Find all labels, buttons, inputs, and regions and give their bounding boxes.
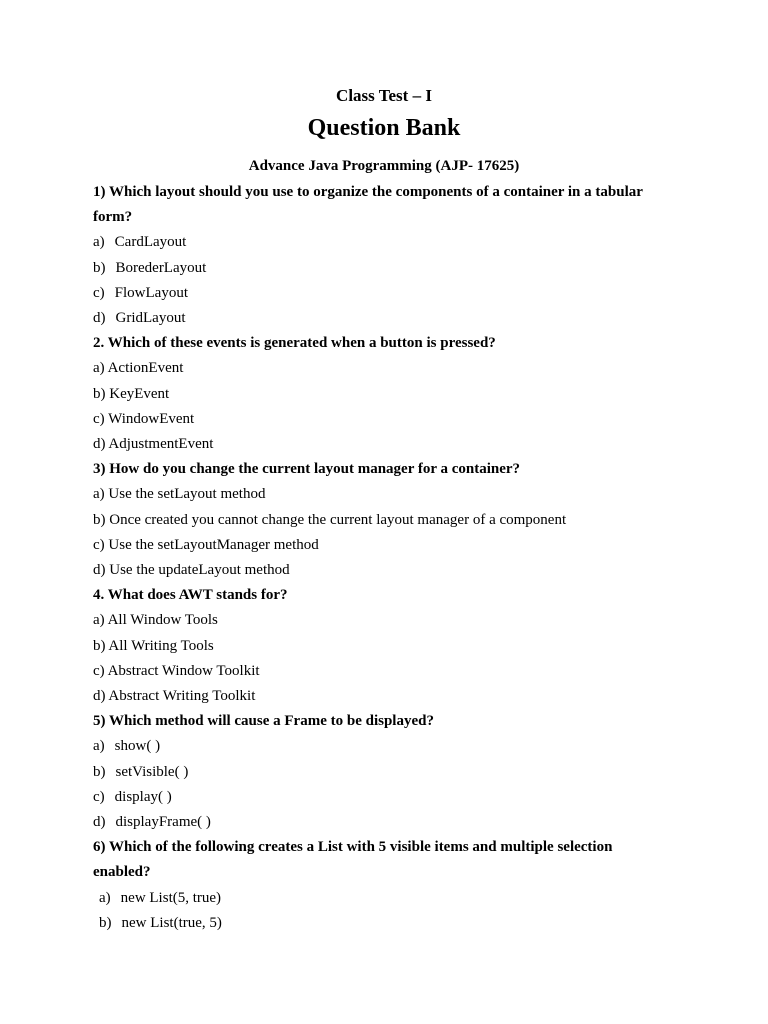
question-text: 3) How do you change the current layout manager for a container? xyxy=(93,461,521,477)
answer-option: d) Abstract Writing Toolkit xyxy=(93,688,256,704)
option-text: setVisible( ) xyxy=(115,764,189,780)
option-text: displayFrame( ) xyxy=(115,814,211,830)
option-label: b) xyxy=(93,764,106,780)
option-text: display( ) xyxy=(114,789,172,805)
answer-option xyxy=(93,763,188,781)
option-text: new List(true, 5) xyxy=(121,915,222,931)
option-label: b) xyxy=(99,915,112,931)
option-label: a) xyxy=(93,234,105,250)
option-label: b) xyxy=(93,260,106,276)
answer-option xyxy=(93,788,172,806)
option-label: c) xyxy=(93,285,105,301)
answer-option: c) Use the setLayoutManager method xyxy=(93,537,319,553)
answer-option xyxy=(99,889,221,907)
option-text: new List(5, true) xyxy=(120,890,222,906)
option-label: d) xyxy=(93,310,106,326)
answer-option: b) KeyEvent xyxy=(93,386,170,402)
answer-option: a) ActionEvent xyxy=(93,360,184,376)
answer-option xyxy=(93,284,188,302)
question-text: 5) Which method will cause a Frame to be displayed? xyxy=(93,713,434,729)
answer-option xyxy=(93,813,211,831)
answer-option: c) Abstract Window Toolkit xyxy=(93,663,260,679)
question-text: 2. Which of these events is generated when a button is pressed? xyxy=(93,335,496,351)
answer-option: a) All Window Tools xyxy=(93,612,218,628)
question-text: 1) Which layout should you use to organize the components of a container in a tabular xyxy=(93,184,643,200)
option-text: CardLayout xyxy=(114,234,187,250)
option-label: a) xyxy=(99,890,111,906)
class-test-heading: Class Test – I xyxy=(336,86,432,105)
subject-heading: Advance Java Programming (AJP- 17625) xyxy=(248,158,520,174)
answer-option: a) Use the setLayout method xyxy=(93,486,266,502)
option-label: a) xyxy=(93,738,105,754)
answer-option xyxy=(93,309,185,327)
answer-option: b) Once created you cannot change the current layout manager of a component xyxy=(93,512,567,528)
option-label: c) xyxy=(93,789,105,805)
question-text: 6) Which of the following creates a List with 5 visible items and multiple selection xyxy=(93,839,613,855)
option-text: GridLayout xyxy=(115,310,186,326)
option-text: FlowLayout xyxy=(114,285,188,301)
answer-option xyxy=(93,737,160,755)
page-title: Question Bank xyxy=(307,115,461,141)
question-text: 4. What does AWT stands for? xyxy=(93,587,288,603)
question-text: enabled? xyxy=(93,864,151,880)
option-text: BorederLayout xyxy=(115,260,207,276)
answer-option xyxy=(99,914,222,932)
answer-option xyxy=(93,259,206,277)
answer-option: d) Use the updateLayout method xyxy=(93,562,290,578)
answer-option: d) AdjustmentEvent xyxy=(93,436,214,452)
option-text: show( ) xyxy=(114,738,161,754)
option-label: d) xyxy=(93,814,106,830)
answer-option: b) All Writing Tools xyxy=(93,638,214,654)
answer-option xyxy=(93,233,186,251)
question-text: form? xyxy=(93,209,133,225)
answer-option: c) WindowEvent xyxy=(93,411,195,427)
